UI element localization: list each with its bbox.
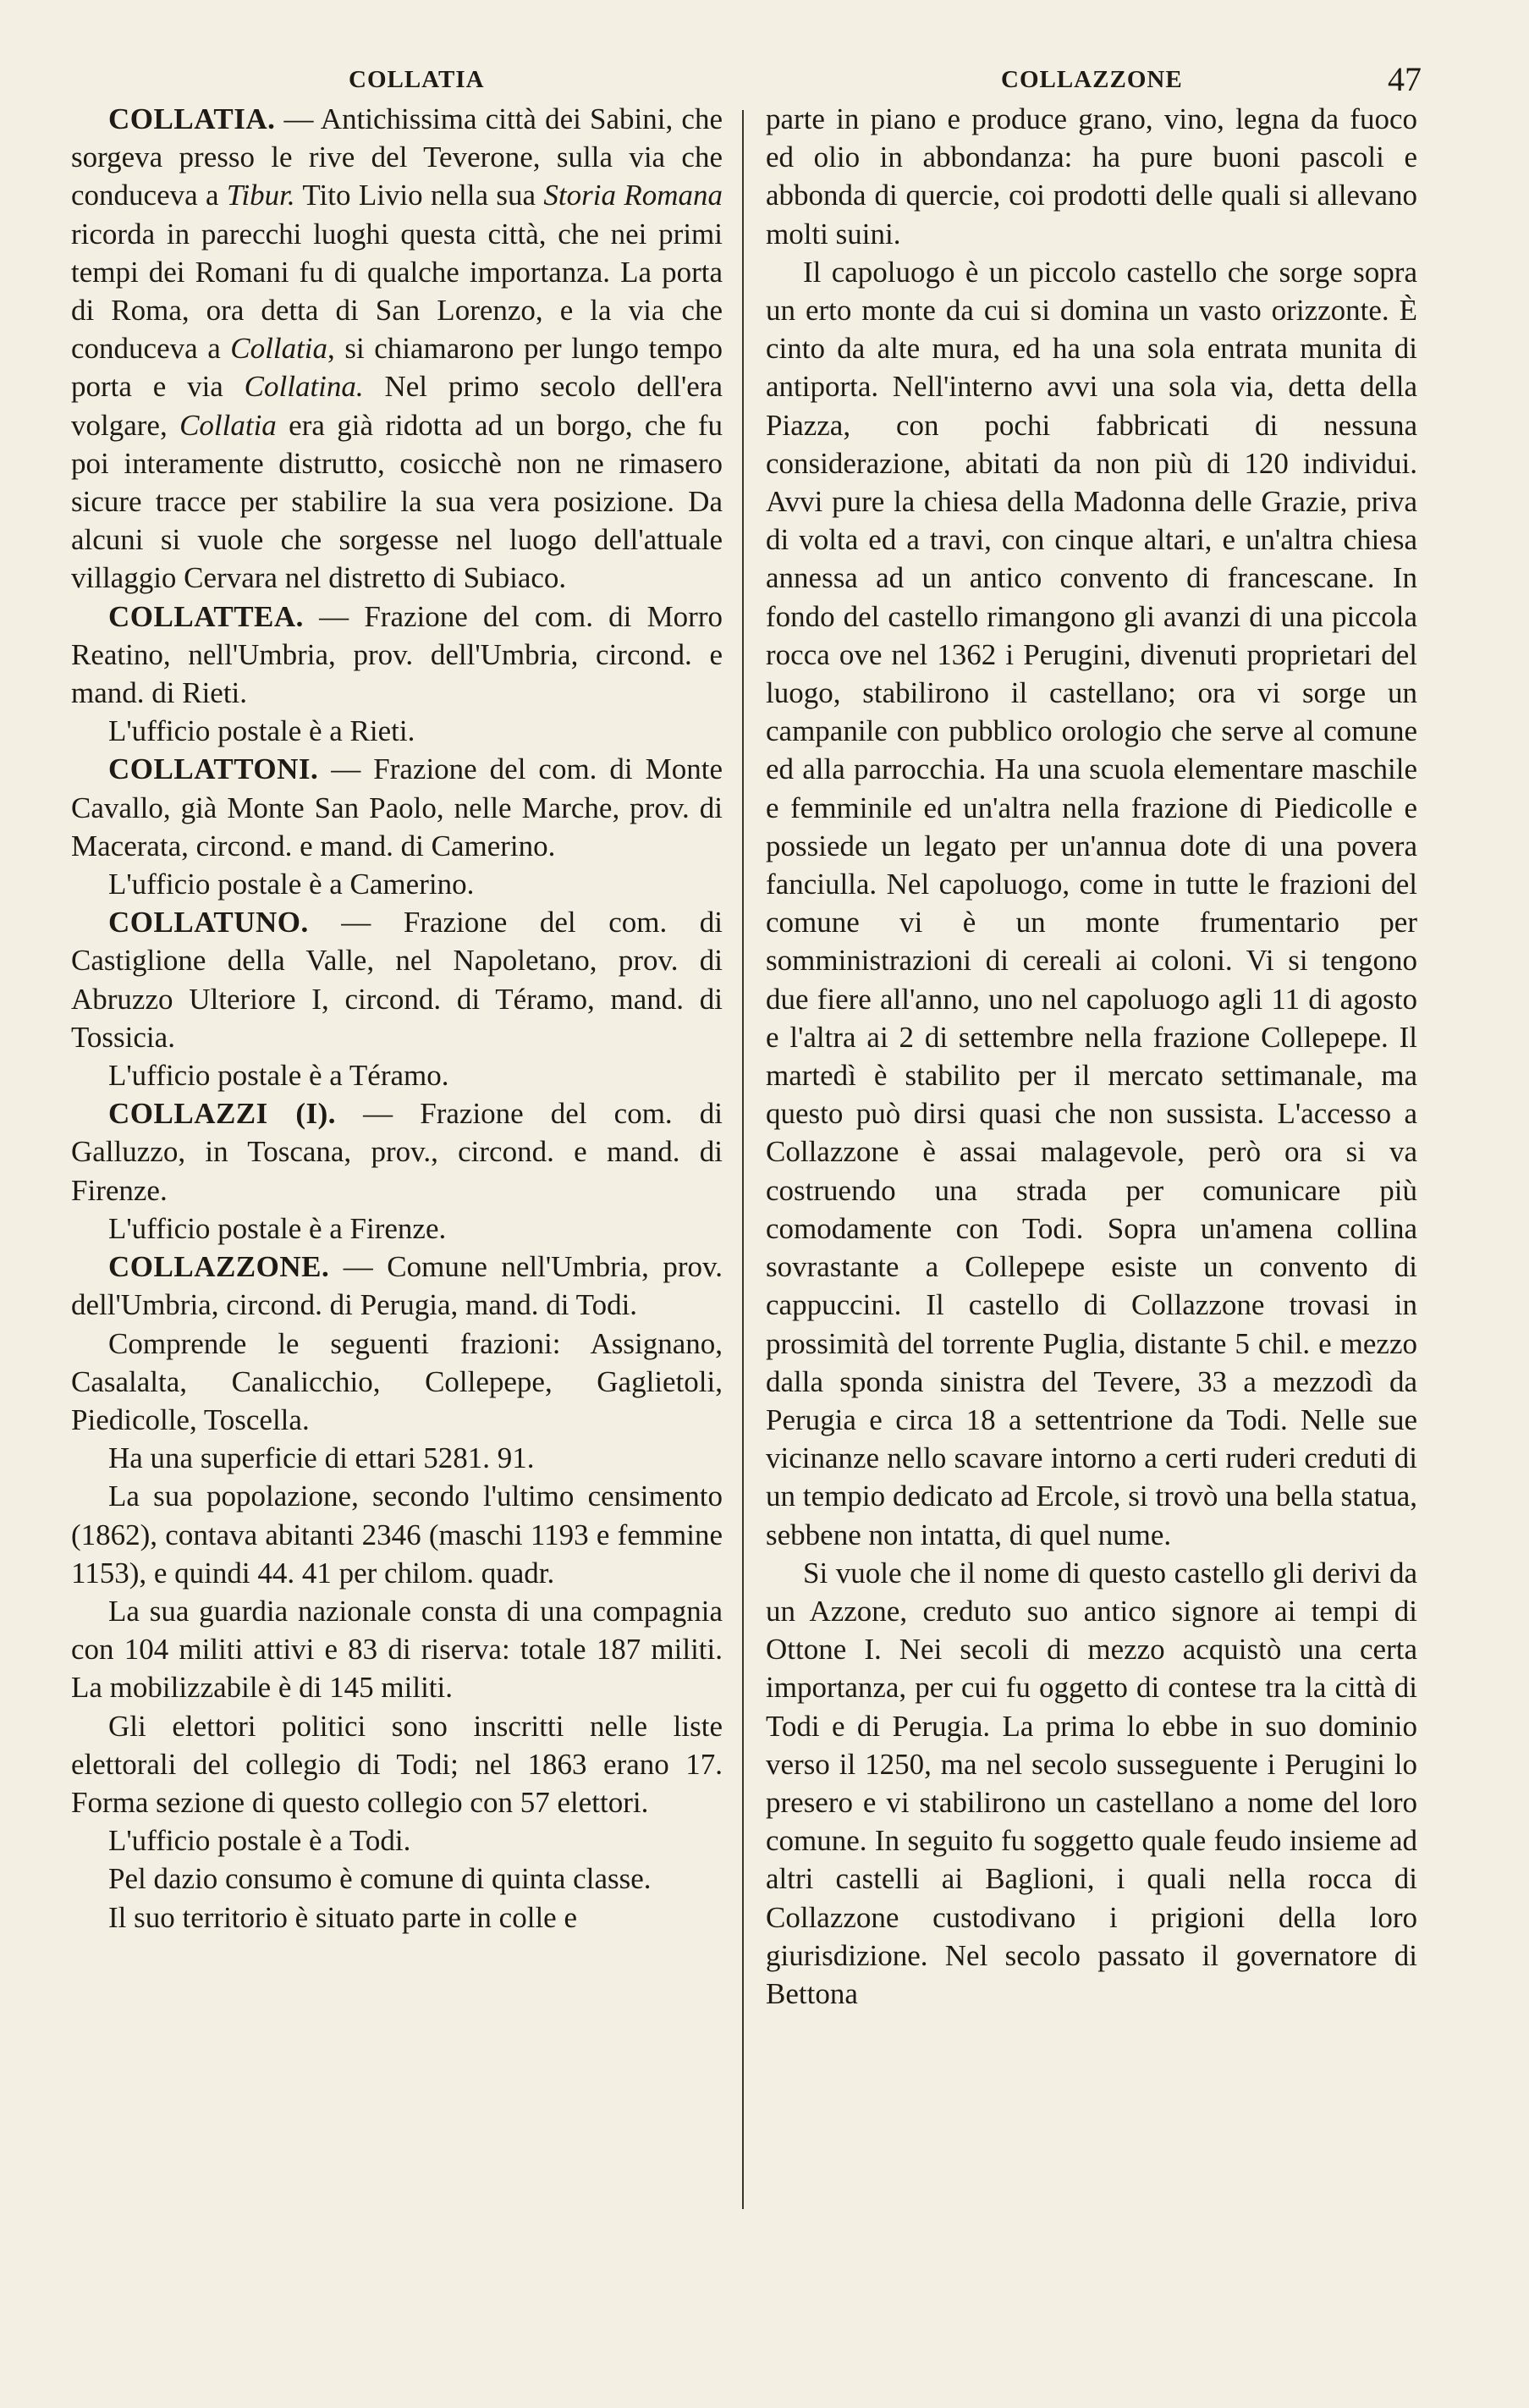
entry-text: , si chiamarono per lungo tempo porta e via <box>71 332 723 404</box>
entry-collatuno <box>71 903 723 1056</box>
entry-text: ricorda in parecchi luoghi questa città, che nei primi tempi dei Romani fu di qualche importanza. La porta di Roma, ora detta di San Lorenzo, e la via che conduceva a <box>71 217 723 366</box>
paragraph: Gli elettori politici sono inscritti nelle liste elettorali del collegio di Todi; nel 1863 erano 17. Forma sezione di questo collegio con 57 elettori. <box>71 1709 723 1819</box>
postal-note: L'ufficio postale è a Téramo. <box>108 1059 449 1093</box>
entry-collazzi <box>71 1094 723 1210</box>
paragraph: La sua popolazione, secondo l'ultimo censimento (1862), contava abitanti 2346 (maschi 1193 e femmine 1153), e quindi 44. 41 per chilom. quadr. <box>71 1480 723 1590</box>
entry-text: — Frazione del com. di Monte Cavallo, già Monte San Paolo, nelle Marche, prov. di Macerata, circond. e mand. di Camerino. <box>71 752 723 862</box>
italic-term: Collatina. <box>244 370 364 404</box>
paragraph: Comprende le seguenti frazioni: Assignano, Casalalta, Canalicchio, Collepepe, Gaglietoli, Piedicolle, Toscella. <box>71 1326 723 1436</box>
paragraph: Pel dazio consumo è comune di quinta classe. <box>108 1862 652 1896</box>
entry-collatia <box>71 100 723 598</box>
entry-title: COLLAZZONE. <box>108 1250 330 1284</box>
paragraph: Ha una superficie di ettari 5281. 91. <box>108 1441 535 1475</box>
entry-text: — Antichissima città dei Sabini, che sorgeva presso le rive del Teverone, sulla via che conduceva a <box>71 102 723 212</box>
entry-text: Nel primo secolo dell'era volgare, <box>71 370 723 442</box>
entry-collazzone <box>71 1248 723 1324</box>
column-divider <box>742 110 744 2209</box>
italic-term: Collatia <box>179 408 277 442</box>
paragraph: Il suo territorio è situato parte in colle e <box>108 1900 577 1934</box>
italic-term: Collatia <box>230 332 328 366</box>
entry-text: era già ridotta ad un borgo, che fu poi interamente distrutto, cosicchè non ne rimasero sicure tracce per stabilire la sua vera posizione. Da alcuni si vuole che sorgesse nel luogo dell'attuale villaggio Cervara nel distretto di Subiaco. <box>71 408 723 595</box>
paragraph: Il capoluogo è un piccolo castello che sorge sopra un erto monte da cui si domina un vasto orizzonte. È cinto da alte mura, ed ha una sola entrata munita di antiporta. Nell'interno avvi una sola via, detta della Piazza, con pochi fabbricati di nessuna considerazione, abitati da non più di 120 individui. Avvi pure la chiesa della Madonna delle Grazie, priva di volta ed a travi, con cinque altari, e un'altra chiesa annessa ad un antico convento di francescane. In fondo del castello rimangono gli avanzi di una piccola rocca ove nel 1362 i Perugini, divenuti proprietari del luogo, stabilirono il castellano; ora vi sorge un campanile con pubblico orologio che serve al comune ed alla parrocchia. Ha una scuola elementare maschile e femminile ed un'altra nella frazione di Piedicolle e possiede un legato per un'annua dote di una povera fanciulla. Nel capoluogo, come in tutte le frazioni del comune vi è un monte frumentario per somministrazioni di cereali ai coloni. Vi si tengono due fiere all'anno, uno nel capoluogo agli 11 di agosto e l'altra ai 2 di settembre nella frazione Collepepe. Il martedì è stabilito per il mercato settimanale, ma questo può dirsi quasi che non sussista. L'accesso a Collazzone è assai malagevole, però ora si va costruendo una strada per comunicare più comodamente con Todi. Sopra un'amena collina sovrastante a Collepepe esiste un convento di cappuccini. Il castello di Collazzone trovasi in prossimità del torrente Puglia, distante 5 chil. e mezzo dalla sponda sinistra del Tevere, 33 a mezzodì da Perugia e circa 18 a settentrione da Todi. Nelle sue vicinanze nello scavare intorno a certi ruderi creduti di un tempio dedicato ad Ercole, si trovò una bella statua, sebbene non intatta, di quel nume. <box>766 255 1417 1551</box>
postal-note: L'ufficio postale è a Todi. <box>108 1824 411 1858</box>
entry-title: COLLAZZI (I). <box>108 1097 337 1131</box>
entry-title: COLLATIA. <box>108 102 276 135</box>
paragraph: Si vuole che il nome di questo castello gli derivi da un Azzone, creduto suo antico signore ai tempi di Ottone I. Nei secoli di mezzo acquistò una certa importanza, per cui fu oggetto di contese tra la città di Todi e di Perugia. La prima lo ebbe in suo dominio verso il 1250, ma nel secolo susseguente i Perugini lo presero e vi stabilirono un castellano a nome del loro comune. In seguito fu soggetto quale feudo insieme ad altri castelli ai Baglioni, i quali nella rocca di Collazzone custodivano i prigioni della loro giurisdizione. Nel secolo passato il governatore di Bettona <box>766 1556 1417 2010</box>
running-head-left: COLLATIA <box>349 66 485 93</box>
entry-collattoni <box>71 750 723 865</box>
entry-text: Tito Livio nella sua <box>294 179 544 212</box>
entry-text: — Comune nell'Umbria, prov. dell'Umbria, circond. di Perugia, mand. di Todi. <box>71 1250 723 1322</box>
postal-note: L'ufficio postale è a Firenze. <box>108 1211 447 1245</box>
page-number: 47 <box>1388 60 1422 98</box>
paragraph: La sua guardia nazionale consta di una compagnia con 104 militi attivi e 83 di riserva: totale 187 militi. La mobilizzabile è di 145 militi. <box>71 1594 723 1705</box>
entry-text: — Frazione del com. di Morro Reatino, nell'Umbria, prov. dell'Umbria, circond. e mand. di Rieti. <box>71 599 723 710</box>
entry-title: COLLATUNO. <box>108 906 309 940</box>
entry-title: COLLATTEA. <box>108 599 304 633</box>
italic-term: Tibur. <box>226 179 295 212</box>
postal-note: L'ufficio postale è a Camerino. <box>108 868 475 901</box>
entry-title: COLLATTONI. <box>108 752 319 786</box>
running-head-right: COLLAZZONE <box>1001 66 1183 93</box>
entry-text: — Frazione del com. di Galluzzo, in Toscana, prov., circond. e mand. di Firenze. <box>71 1097 723 1207</box>
paragraph-continued: parte in piano e produce grano, vino, legna da fuoco ed olio in abbondanza: ha pure buoni pascoli e abbonda di quercie, coi prodotti delle quali si allevano molti suini. <box>766 102 1417 251</box>
left-column <box>71 100 723 1937</box>
entry-text: — Frazione del com. di Castiglione della Valle, nel Napoletano, prov. di Abruzzo Ulteriore I, circond. di Téramo, mand. di Tossicia. <box>71 906 723 1054</box>
entry-collattea <box>71 598 723 713</box>
italic-term: Storia Romana <box>543 179 723 212</box>
right-column <box>766 100 1417 2013</box>
postal-note: L'ufficio postale è a Rieti. <box>108 714 415 748</box>
